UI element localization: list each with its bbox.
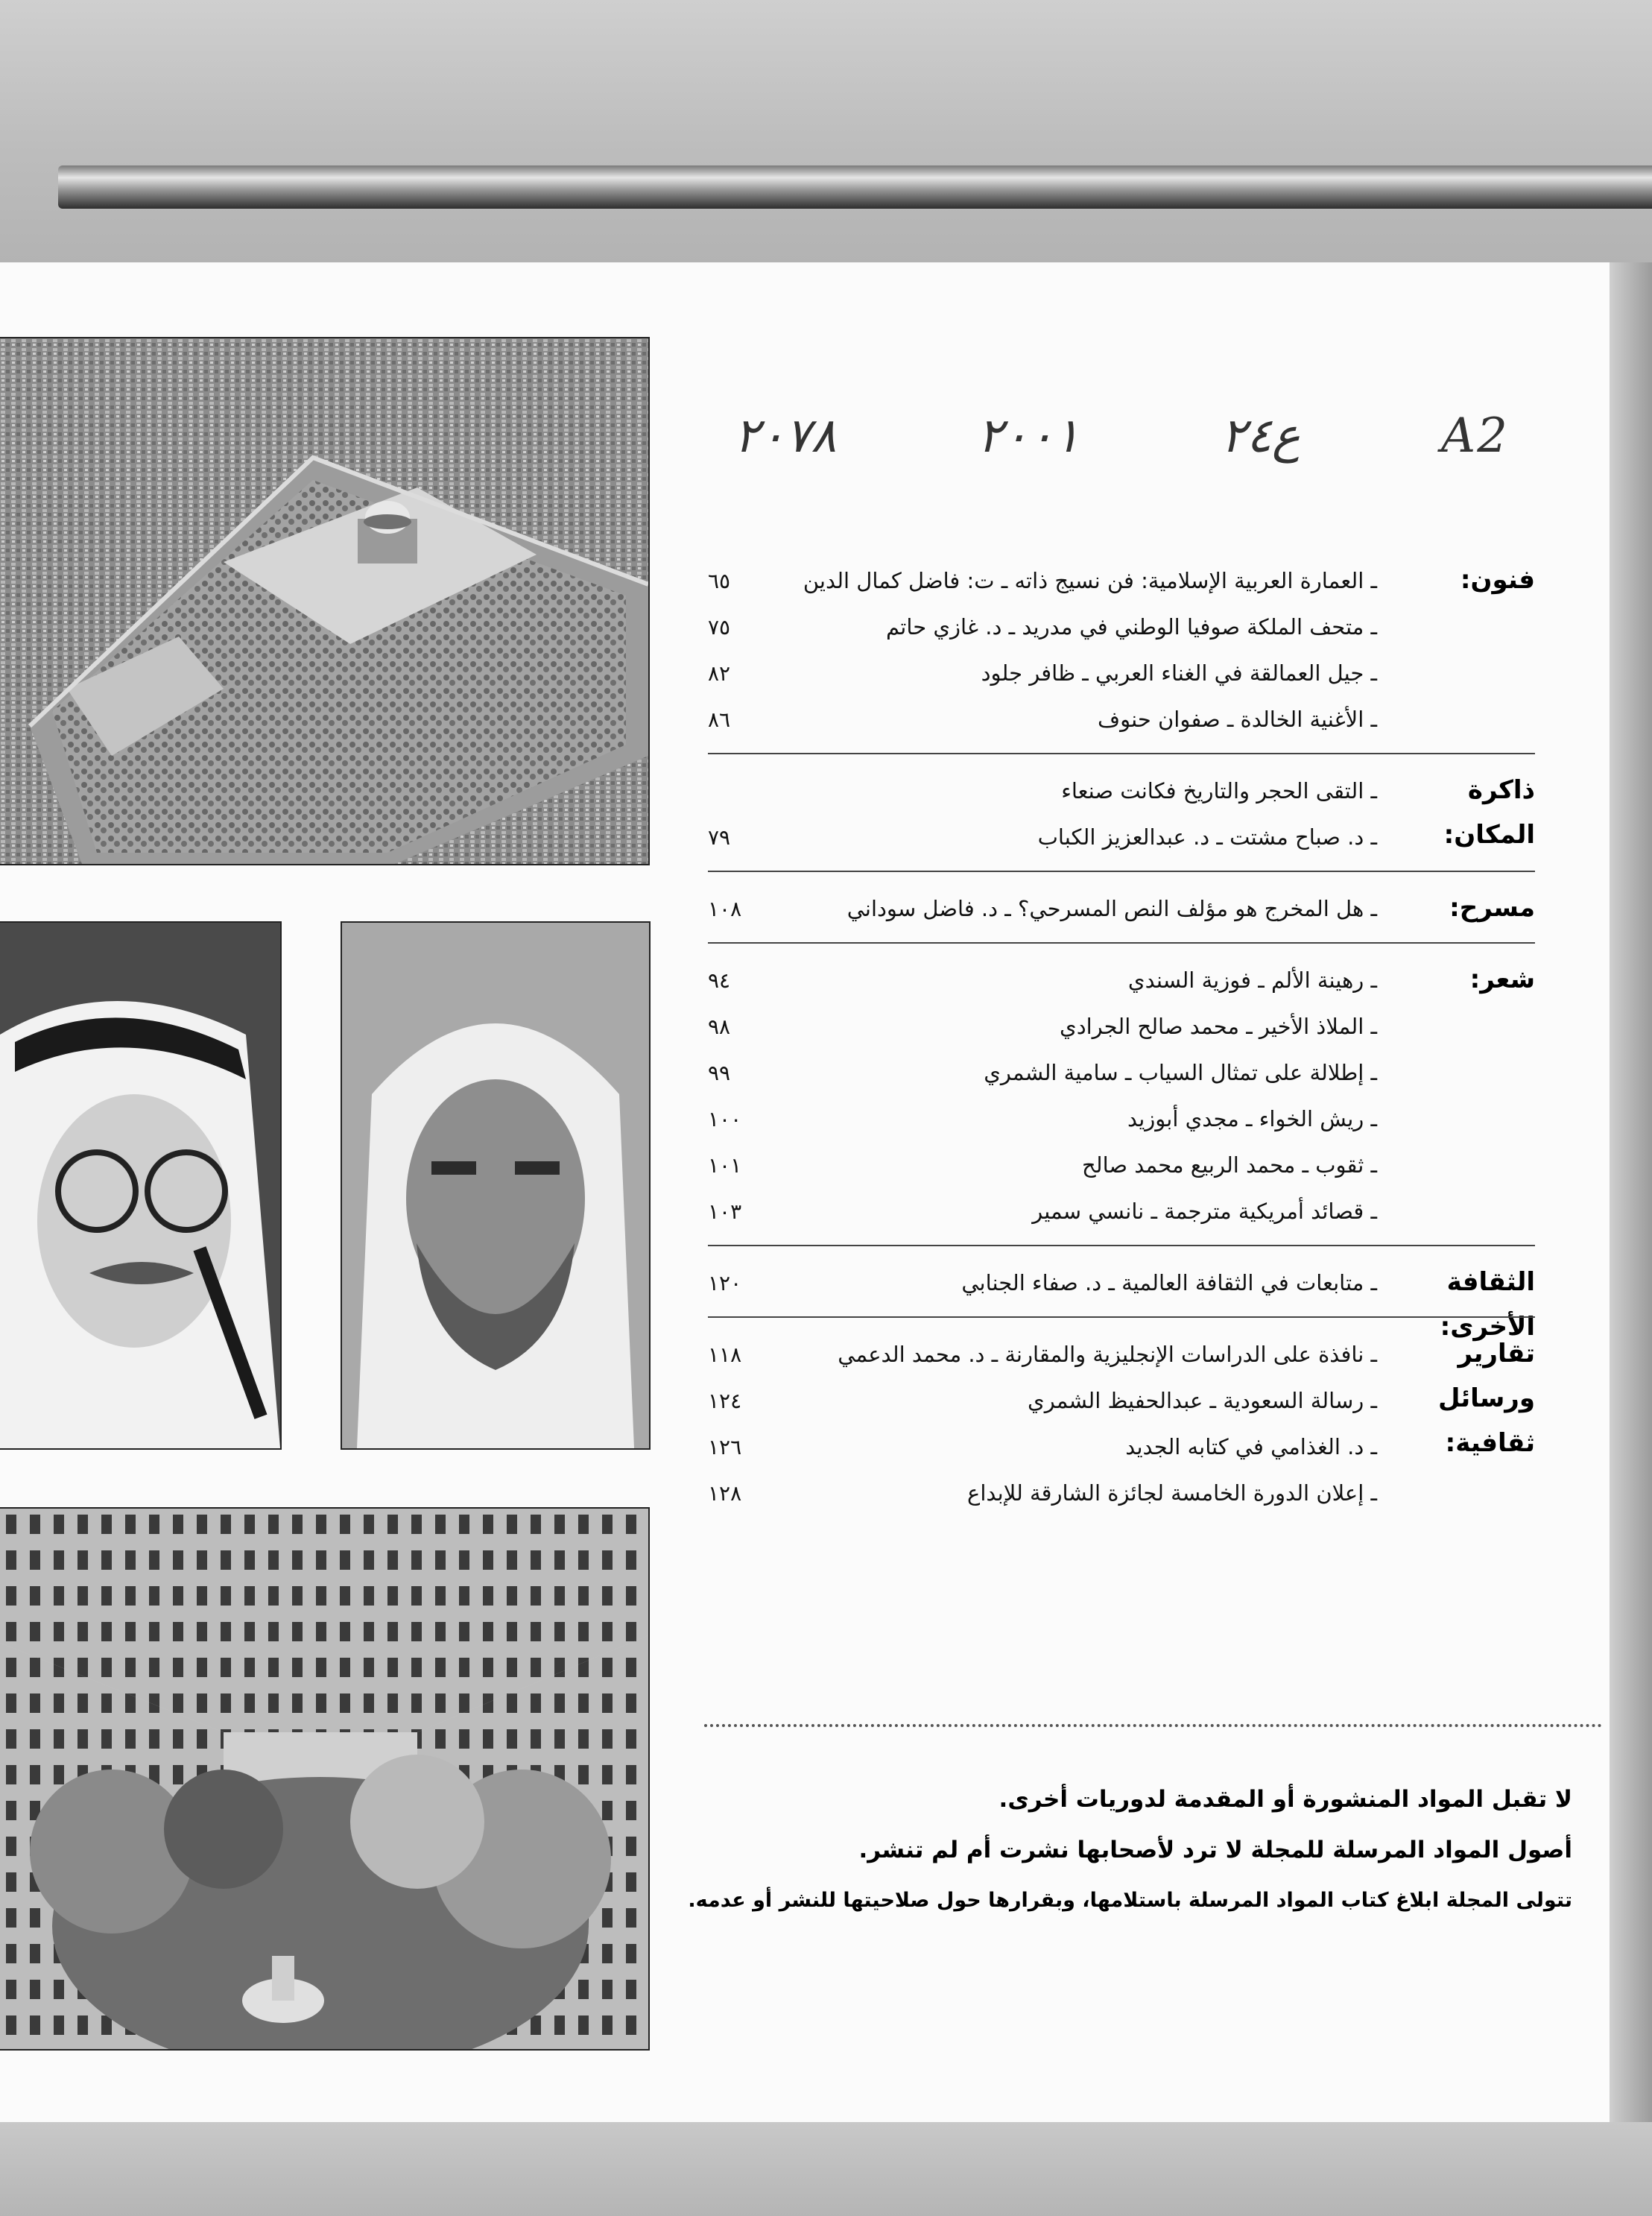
note-line: تتولى المجلة ابلاغ كتاب المواد المرسلة باستلامها، وبقرارها حول صلاحيتها للنشر أو عدمه. [688,1889,1572,1912]
entry-title: ـ إطلالة على تمثال السياب ـ سامية الشمري [984,1060,1377,1085]
toc-entry[interactable] [708,1003,1377,1049]
entry-page: ١٠٠ [708,1106,742,1131]
handwritten-annotation [734,403,1509,470]
table-of-contents [708,544,1535,1527]
portrait-man-glasses [0,921,282,1450]
entry-page: ٩٤ [708,967,731,993]
note-line: لا تقبل المواد المنشورة أو المقدمة لدوريات أخرى. [999,1786,1572,1813]
entry-title: ـ نافذة على الدراسات الإنجليزية والمقارنة ـ د. محمد الدعمي [838,1342,1377,1367]
dotted-divider [704,1724,1602,1727]
entry-page: ٨٦ [708,707,731,732]
section-label: مسرح: [1449,893,1535,923]
toc-section-arts [708,544,1535,753]
toc-entry[interactable] [708,1377,1377,1424]
entry-page: ١٠٣ [708,1199,742,1224]
toc-entry[interactable] [708,1142,1377,1188]
entry-page: ١٢٠ [708,1270,742,1295]
entry-page: ١٢٦ [708,1434,742,1459]
toc-section-poetry [708,942,1535,1245]
courtyard-building-photo [0,1507,650,2051]
handwritten-text: ع٢٤ [1221,408,1300,464]
entry-title: ـ متحف الملكة صوفيا الوطني في مدريد ـ د. غازي حاتم [885,614,1377,640]
entry-title: ـ رسالة السعودية ـ عبدالحفيظ الشمري [1028,1388,1377,1413]
entry-page: ١٢٨ [708,1480,742,1506]
toc-entry[interactable] [708,1331,1377,1377]
toc-entry[interactable] [708,558,1377,604]
entry-title: ـ ريش الخواء ـ مجدي أبوزيد [1127,1106,1377,1131]
entry-page: ١٠٨ [708,896,742,921]
portrait-elder-man [341,921,651,1450]
toc-entry[interactable] [708,650,1377,696]
toc-section-other-culture [708,1245,1535,1342]
entry-title: ـ هل المخرج هو مؤلف النص المسرحي؟ ـ د. فاضل سوداني [846,896,1377,921]
toc-entry[interactable] [708,1096,1377,1142]
entry-page: ١١٨ [708,1342,742,1367]
handwritten-text: ٢٠٠١ [977,408,1080,464]
entry-page: ٦٥ [708,568,731,593]
submission-notes [688,1774,1572,1926]
entry-title: ـ د. الغذامي في كتابه الجديد [1125,1434,1377,1459]
toc-entry[interactable] [708,768,1377,814]
entry-title: ـ الملاذ الأخير ـ محمد صالح الجرادي [1060,1014,1377,1039]
entry-page: ٧٩ [708,824,731,850]
toc-entry[interactable] [708,1260,1377,1306]
toc-entry[interactable] [708,814,1377,860]
section-label: فنون: [1460,565,1535,595]
toc-entry[interactable] [708,696,1377,742]
aerial-city-photo [0,337,650,865]
entry-title: ـ الأغنية الخالدة ـ صفوان حنوف [1098,707,1377,732]
entry-page: ٨٢ [708,660,731,686]
entry-title: ـ إعلان الدورة الخامسة لجائزة الشارقة للإبداع [967,1480,1377,1506]
entry-title: ـ العمارة العربية الإسلامية: فن نسيج ذاته ـ ت: فاضل كمال الدين [803,568,1377,593]
section-label: تقارير ورسائل ثقافية: [1437,1339,1535,1458]
toc-entry[interactable] [708,957,1377,1003]
entry-title: ـ ثقوب ـ محمد الربيع محمد صالح [1082,1152,1377,1178]
entry-page: ١٢٤ [708,1388,742,1413]
entry-page: ١٠١ [708,1152,742,1178]
section-label: ذاكرة المكان: [1443,775,1535,850]
scan-top-margin [0,0,1652,262]
entry-page: ٧٥ [708,614,731,640]
entry-title: ـ جيل العمالقة في الغناء العربي ـ ظافر جلود [981,660,1377,686]
header-metal-bar [58,165,1652,209]
section-label: شعر: [1469,965,1535,994]
scan-bottom-margin [0,2122,1652,2216]
toc-section-theater [708,871,1535,942]
toc-section-place-memory [708,753,1535,871]
section-label: الثقافة الأخرى: [1440,1267,1535,1342]
toc-entry[interactable] [708,1188,1377,1234]
entry-title: ـ التقى الحجر والتاريخ فكانت صنعاء [1061,778,1377,804]
handwritten-text: ٢٠٧٨ [734,408,837,464]
handwritten-text: A2 [1441,408,1509,464]
page-binding-edge [1610,262,1652,2122]
entry-title: ـ د. صباح مشتت ـ د. عبدالعزيز الكباب [1037,824,1377,850]
entry-page: ٩٩ [708,1060,731,1085]
toc-entry[interactable] [708,886,1377,932]
toc-entry[interactable] [708,1424,1377,1470]
toc-entry[interactable] [708,1049,1377,1096]
toc-entry[interactable] [708,1470,1377,1516]
toc-entry[interactable] [708,604,1377,650]
entry-title: ـ قصائد أمريكية مترجمة ـ نانسي سمير [1032,1199,1377,1224]
entry-title: ـ رهينة الألم ـ فوزية السندي [1127,967,1377,993]
toc-section-reports [708,1316,1535,1527]
note-line: أصول المواد المرسلة للمجلة لا ترد لأصحابها نشرت أم لم تنشر. [858,1837,1572,1863]
entry-page: ٩٨ [708,1014,731,1039]
entry-title: ـ متابعات في الثقافة العالمية ـ د. صفاء الجنابي [961,1270,1377,1295]
